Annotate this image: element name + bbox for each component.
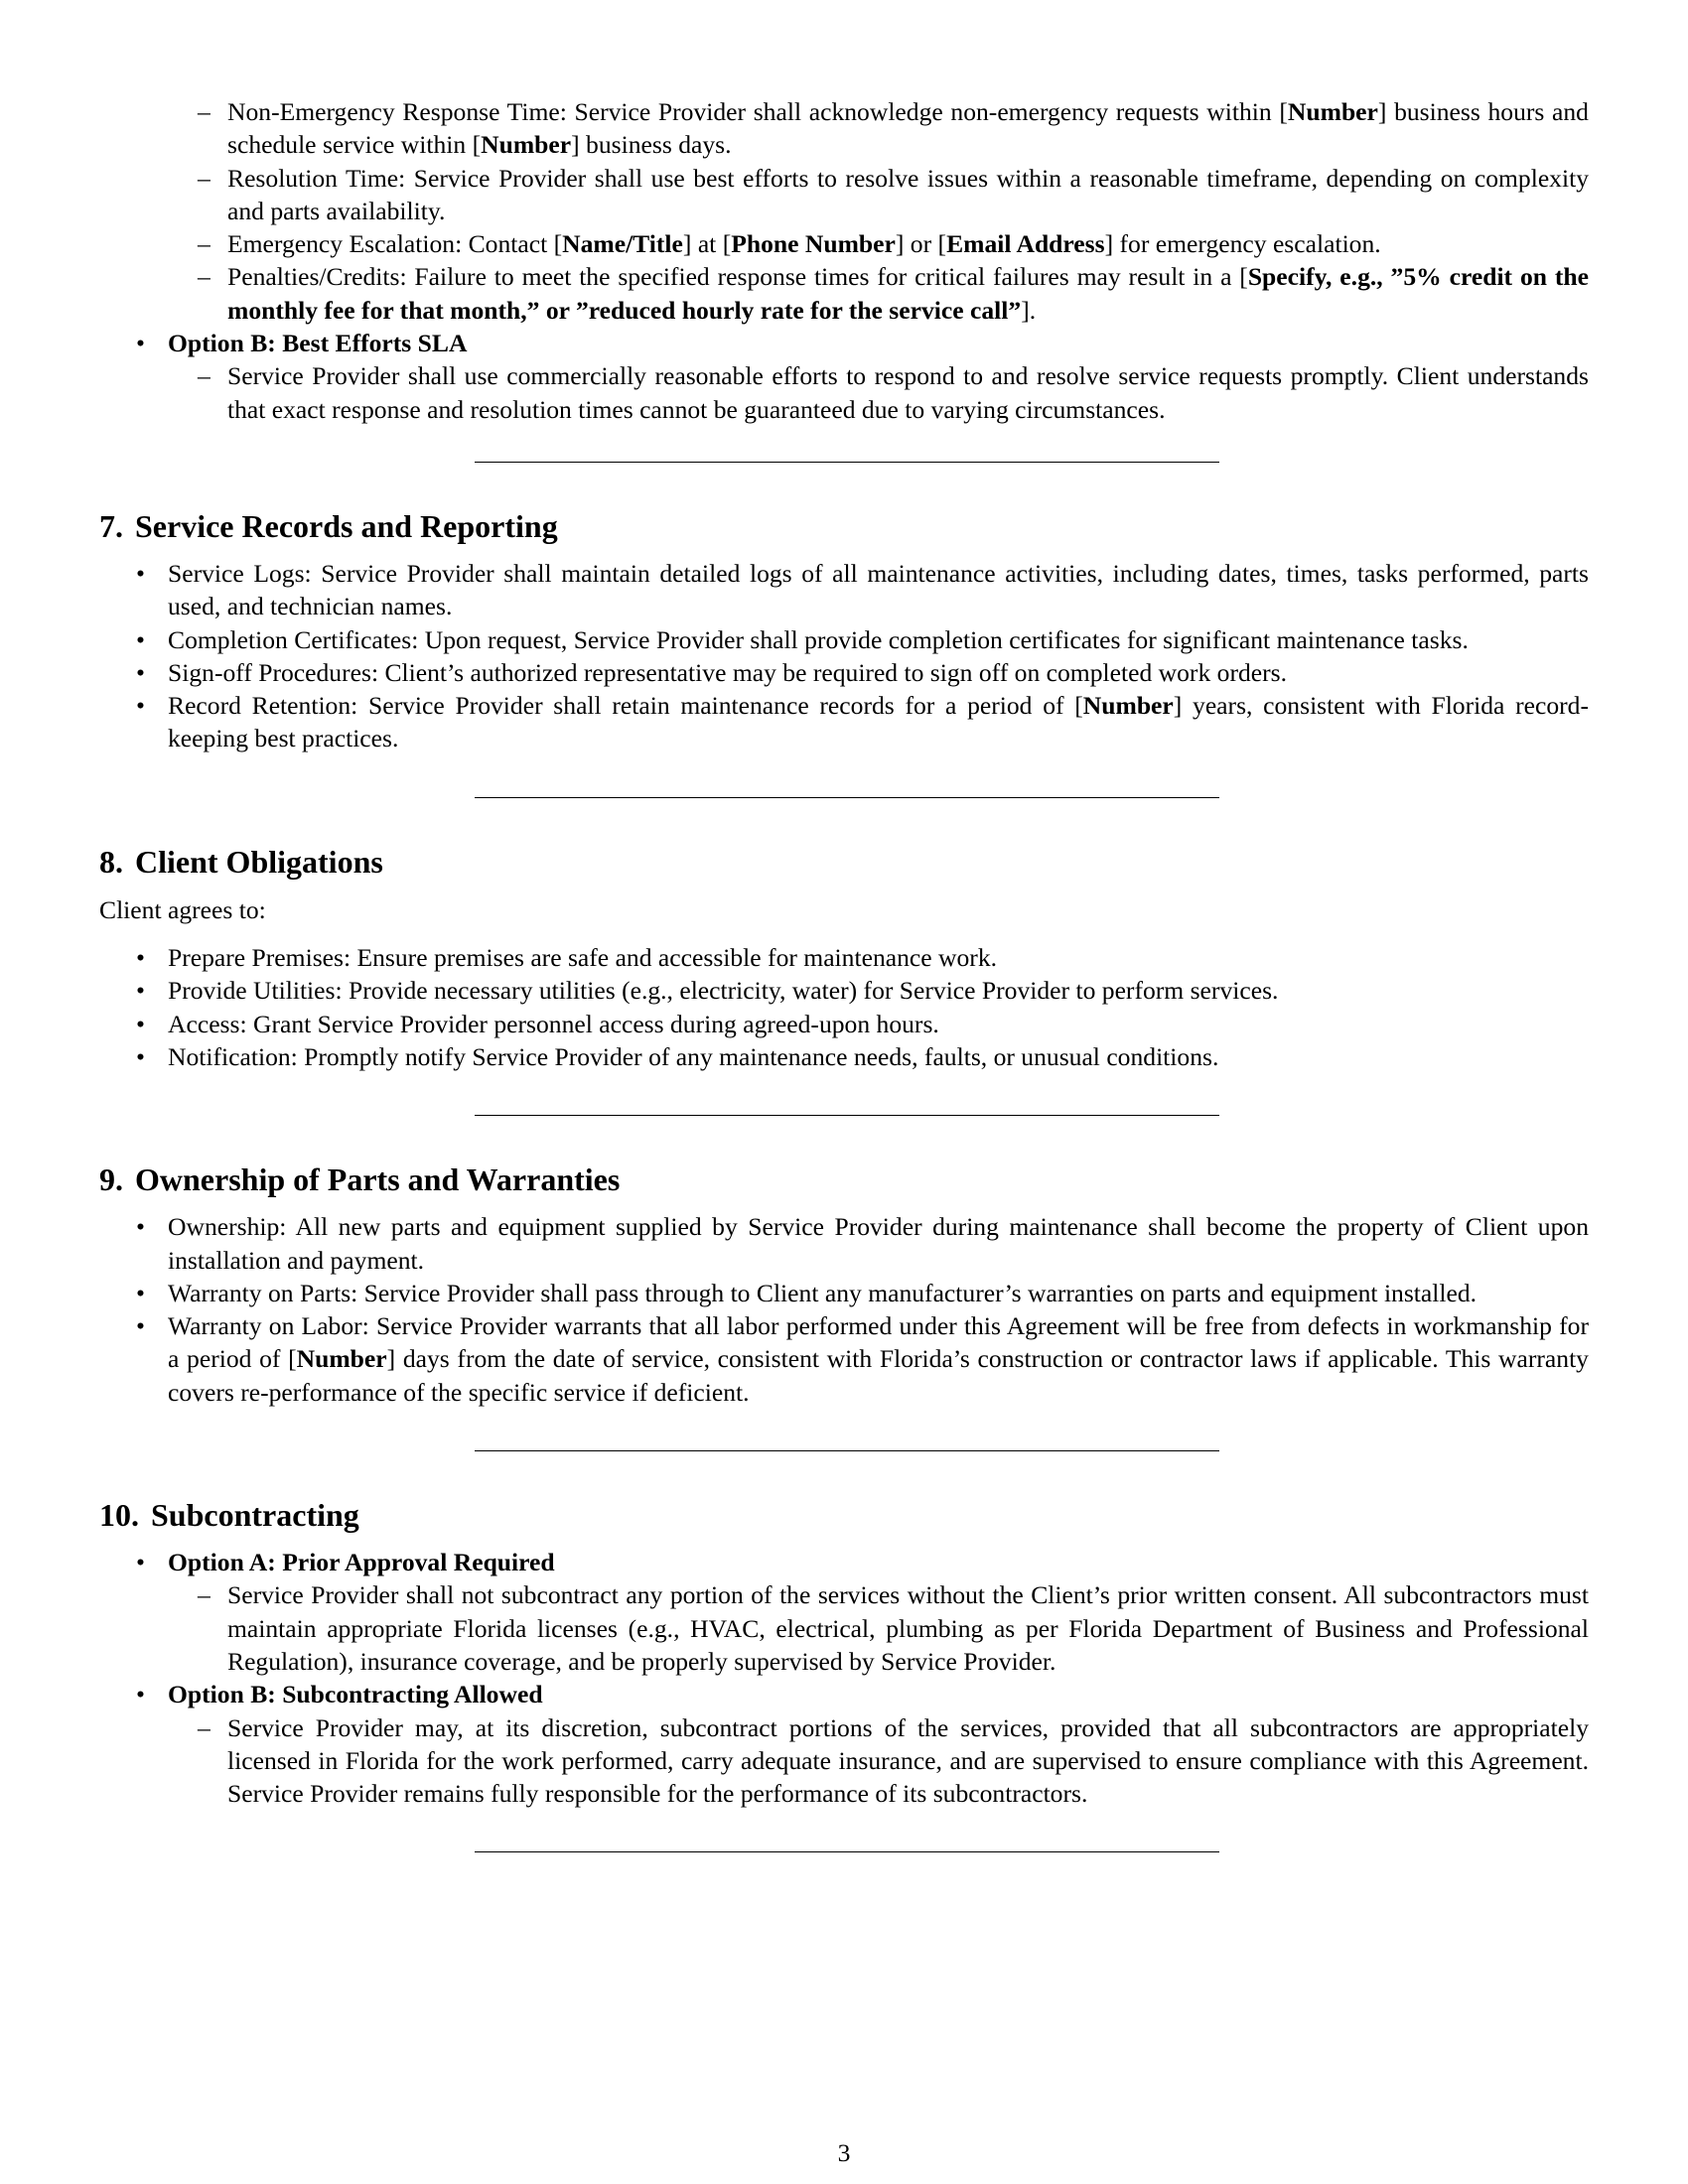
placeholder-bold: Name/Title	[562, 229, 683, 259]
item-text: Service Provider shall use commercially reasonable efforts to respond to and resolve service requests promptly. Client understands that exact response and resolution times cannot be guaranteed due to varying circumstances.	[227, 361, 1589, 424]
item-text: ].	[1021, 295, 1037, 325]
list-item	[99, 1040, 1589, 1073]
list-item	[99, 1277, 1589, 1309]
item-text: Access: Grant Service Provider personnel access during agreed-upon hours.	[168, 1009, 939, 1038]
list-item	[99, 1309, 1589, 1409]
section-list	[99, 1546, 1589, 1810]
list-item	[99, 941, 1589, 974]
item-text: Service Provider may, at its discretion, subcontract portions of the services, provided that all subcontractors are appropriately licensed in Florida for the work performed, carry adequate insurance, and are supervised to ensure compliance with this Agreement. Service Provider remains fully responsible for the performance of its subcontractors.	[227, 1712, 1589, 1809]
section-heading	[99, 1495, 1589, 1535]
section-title: Client Obligations	[135, 843, 383, 880]
option-title: Option A: Prior Approval Required	[168, 1548, 555, 1577]
list-item	[99, 974, 1589, 1007]
section-number: 7.	[99, 507, 123, 544]
item-text: Emergency Escalation: Contact [	[227, 229, 563, 259]
item-text: ] business hours and schedule service within [	[227, 97, 1589, 160]
item-text: Non-Emergency Response Time: Service Provider shall acknowledge non-emergency requests within [	[227, 97, 1288, 126]
placeholder-bold: Number	[481, 130, 572, 160]
list-item	[99, 162, 1589, 228]
placeholder-bold: Email Address	[946, 229, 1105, 259]
section-divider	[475, 1115, 1219, 1116]
item-text: ] or [	[895, 229, 947, 259]
list-item	[168, 1578, 1589, 1678]
placeholder-bold: Specify, e.g., ”5% credit on the monthly fee for that month,” or ”reduced hourly rate for the service call”	[227, 262, 1589, 325]
option-title: Option B: Best Efforts SLA	[168, 329, 468, 358]
list-item	[99, 689, 1589, 755]
item-text: Penalties/Credits: Failure to meet the specified response times for critical failures may result in a [	[227, 262, 1248, 292]
item-text: ] for emergency escalation.	[1104, 229, 1381, 259]
page-number: 3	[837, 2138, 851, 2167]
list-item	[99, 1546, 1589, 1678]
list-item	[99, 327, 1589, 426]
placeholder-bold: Number	[1287, 97, 1378, 126]
placeholder-bold: Number	[296, 1344, 387, 1374]
list-item	[99, 227, 1589, 260]
item-text: Resolution Time: Service Provider shall use best efforts to resolve issues within a reasonable timeframe, depending on complexity and parts availability.	[227, 163, 1589, 225]
item-text: ] at [	[682, 229, 732, 259]
section-number: 9.	[99, 1161, 123, 1198]
item-text: Service Logs: Service Provider shall maintain detailed logs of all maintenance activities, including dates, times, tasks performed, parts used, and technician names.	[168, 558, 1589, 621]
section-title: Ownership of Parts and Warranties	[135, 1161, 621, 1198]
placeholder-bold: Phone Number	[731, 229, 896, 259]
option-title: Option B: Subcontracting Allowed	[168, 1680, 543, 1709]
sla-sublist	[99, 95, 1589, 327]
section-divider	[475, 1450, 1219, 1451]
section-heading	[99, 842, 1589, 882]
section-title: Service Records and Reporting	[135, 507, 558, 544]
item-text: Ownership: All new parts and equipment supplied by Service Provider during maintenance shall become the property of Client upon installation and payment.	[168, 1212, 1589, 1275]
placeholder-bold: Number	[1082, 691, 1174, 721]
section-list	[99, 557, 1589, 755]
item-text: Service Provider shall not subcontract any portion of the services without the Client’s prior written consent. All subcontractors must maintain appropriate Florida licenses (e.g., HVAC, electrical, plumbing as per Florida Department of Business and Professional Regulation), insurance coverage, and be properly supervised by Service Provider.	[227, 1580, 1589, 1676]
list-item	[99, 260, 1589, 327]
section-divider	[475, 1851, 1219, 1852]
section-divider	[475, 462, 1219, 463]
item-text: ] years, consistent with Florida record-keeping best practices.	[168, 691, 1589, 753]
list-item	[99, 557, 1589, 623]
item-text: Completion Certificates: Upon request, Service Provider shall provide completion certificates for significant maintenance tasks.	[168, 624, 1469, 654]
item-text: Warranty on Parts: Service Provider shall pass through to Client any manufacturer’s warranties on parts and equipment installed.	[168, 1278, 1477, 1307]
item-text: ] days from the date of service, consistent with Florida’s construction or contractor laws if applicable. This warranty covers re-performance of the specific service if deficient.	[168, 1344, 1589, 1407]
item-text: Provide Utilities: Provide necessary utilities (e.g., electricity, water) for Service Provider to perform services.	[168, 976, 1279, 1006]
document-page	[99, 95, 1589, 1852]
sla-options-list	[99, 327, 1589, 426]
list-item	[99, 1210, 1589, 1277]
list-item	[168, 1711, 1589, 1811]
section-list	[99, 941, 1589, 1073]
item-text: Warranty on Labor: Service Provider warrants that all labor performed under this Agreement will be free from defects in workmanship for a period of [	[168, 1311, 1589, 1374]
item-text: Sign-off Procedures: Client’s authorized representative may be required to sign off on completed work orders.	[168, 657, 1287, 687]
list-item	[99, 95, 1589, 162]
item-text: Record Retention: Service Provider shall retain maintenance records for a period of [	[168, 691, 1083, 721]
section-heading	[99, 1160, 1589, 1199]
item-text: Notification: Promptly notify Service Provider of any maintenance needs, faults, or unusual conditions.	[168, 1041, 1219, 1071]
item-text: ] business days.	[571, 130, 732, 160]
list-item	[99, 1678, 1589, 1810]
item-text: Prepare Premises: Ensure premises are safe and accessible for maintenance work.	[168, 943, 998, 973]
section-title: Subcontracting	[151, 1497, 359, 1534]
list-item	[168, 359, 1589, 426]
section-divider	[475, 797, 1219, 798]
section-list	[99, 1210, 1589, 1409]
list-item	[99, 623, 1589, 656]
list-item	[99, 656, 1589, 689]
section-heading	[99, 506, 1589, 546]
section-number: 10.	[99, 1497, 139, 1534]
section-intro: Client agrees to:	[99, 894, 266, 924]
list-item	[99, 1008, 1589, 1040]
section-number: 8.	[99, 843, 123, 880]
